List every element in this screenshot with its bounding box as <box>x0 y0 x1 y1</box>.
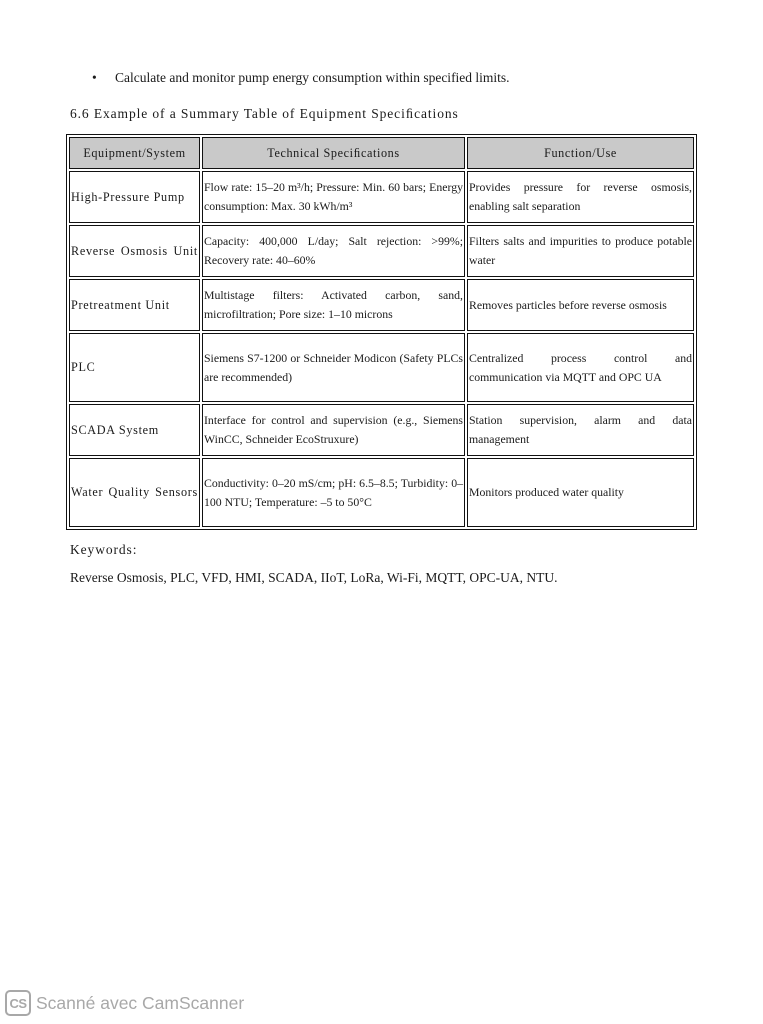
table-row <box>69 225 694 277</box>
equipment-cell: Reverse Osmosis Unit <box>69 225 200 277</box>
header-specifications: Technical Speciﬁcations <box>202 137 465 169</box>
specs-cell: Multistage filters: Activated carbon, sand, microfiltration; Pore size: 1–10 microns <box>202 279 465 331</box>
table-header-row <box>69 137 694 169</box>
header-equipment: Equipment/System <box>69 137 200 169</box>
bullet-marker: • <box>92 70 97 85</box>
specs-cell: Capacity: 400,000 L/day; Salt rejection: >99%; Recovery rate: 40–60% <box>202 225 465 277</box>
table-row <box>69 279 694 331</box>
equipment-cell: SCADA System <box>69 404 200 456</box>
specs-cell: Siemens S7-1200 or Schneider Modicon (Safety PLCs are recommended) <box>202 333 465 402</box>
equipment-spec-table <box>66 134 697 530</box>
function-cell: Centralized process control and communication via MQTT and OPC UA <box>467 333 694 402</box>
table-row <box>69 171 694 223</box>
table-row <box>69 458 694 527</box>
equipment-cell: PLC <box>69 333 200 402</box>
function-cell: Monitors produced water quality <box>467 458 694 527</box>
camscanner-watermark <box>5 990 244 1016</box>
watermark-text: Scanné avec CamScanner <box>36 992 245 1013</box>
camscanner-logo-icon: CS <box>5 990 31 1016</box>
table-row <box>69 333 694 402</box>
header-function: Function/Use <box>467 137 694 169</box>
specs-cell: Flow rate: 15–20 m³/h; Pressure: Min. 60 bars; Energy consumption: Max. 30 kWh/m³ <box>202 171 465 223</box>
function-cell: Filters salts and impurities to produce potable water <box>467 225 694 277</box>
keywords-list: Reverse Osmosis, PLC, VFD, HMI, SCADA, IIoT, LoRa, Wi-Fi, MQTT, OPC-UA, NTU. <box>70 570 558 585</box>
function-cell: Station supervision, alarm and data management <box>467 404 694 456</box>
table-row <box>69 404 694 456</box>
keywords-label: Keywords: <box>70 542 138 557</box>
equipment-cell: Pretreatment Unit <box>69 279 200 331</box>
section-title: 6.6 Example of a Summary Table of Equipment Speciﬁcations <box>70 106 459 121</box>
function-cell: Provides pressure for reverse osmosis, enabling salt separation <box>467 171 694 223</box>
bullet-text: Calculate and monitor pump energy consumption within specified limits. <box>115 70 510 85</box>
function-cell: Removes particles before reverse osmosis <box>467 279 694 331</box>
specs-cell: Interface for control and supervision (e.g., Siemens WinCC, Schneider EcoStruxure) <box>202 404 465 456</box>
equipment-cell: Water Quality Sensors <box>69 458 200 527</box>
equipment-cell: High-Pressure Pump <box>69 171 200 223</box>
specs-cell: Conductivity: 0–20 mS/cm; pH: 6.5–8.5; Turbidity: 0–100 NTU; Temperature: –5 to 50°C <box>202 458 465 527</box>
